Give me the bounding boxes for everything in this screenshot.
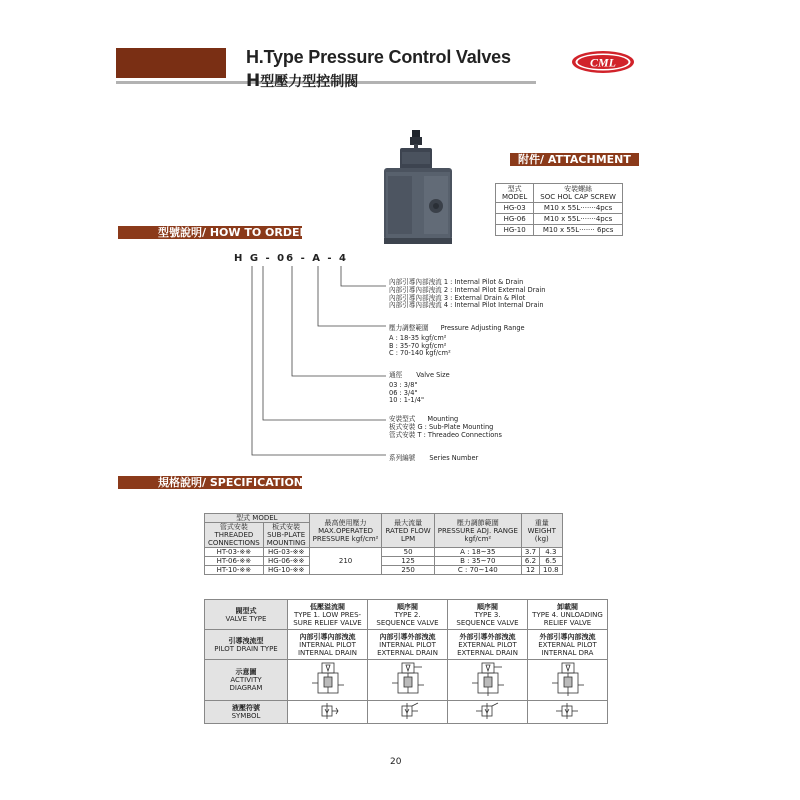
valve-photo — [378, 130, 464, 255]
hydraulic-symbol-icon — [394, 702, 422, 720]
t: TYPE 3. — [474, 610, 501, 619]
head-screw-en: SOC HOL CAP SCREW — [540, 193, 616, 201]
pressure-option: C : 70-140 kgf/cm² — [389, 349, 451, 358]
table-row — [496, 225, 623, 236]
series-number — [389, 455, 478, 463]
l: 示意圖 — [235, 668, 257, 676]
title-zh-prefix: H — [246, 71, 261, 91]
head-screw-zh: 安裝螺絲 — [564, 185, 593, 193]
mount-title-en: Mounting — [427, 415, 459, 423]
t: EXTERNAL PILOT — [458, 640, 517, 649]
l: DIAGRAM — [229, 684, 263, 692]
drain-option: 內部引導內部洩流 4 : Internal Pilot Internal Drain — [389, 301, 544, 310]
header-accent-bar — [116, 48, 226, 78]
cell: HT-03-※※ — [205, 548, 264, 557]
row-label-valve-type — [205, 600, 288, 630]
t: RELIEF VALVE — [543, 618, 592, 627]
cell: HT-06-※※ — [205, 557, 264, 566]
valve-diagram-icon — [308, 661, 348, 697]
size-options — [389, 372, 450, 405]
h: MOUNTING — [266, 539, 306, 547]
table-row — [496, 203, 623, 214]
h: THREADED — [214, 531, 254, 539]
cell: 125 — [382, 557, 434, 566]
t: INTERNAL PILOT — [299, 640, 356, 649]
cell: 250 — [382, 566, 434, 575]
t: 卸載閥 — [557, 602, 578, 611]
att-model: HG-03 — [496, 203, 534, 214]
valve-type-3 — [448, 600, 528, 630]
cell: A : 18~35 — [434, 548, 521, 557]
cell: 4.3 — [540, 548, 563, 557]
symbol-3 — [448, 701, 528, 724]
hydraulic-symbol-icon — [474, 702, 502, 720]
size-title-zh: 通徑 — [389, 371, 403, 379]
t: TYPE 2. — [394, 610, 421, 619]
cell: C : 70~140 — [434, 566, 521, 575]
att-model: HG-06 — [496, 214, 534, 225]
spec-head-flow — [382, 514, 434, 548]
table-row — [496, 214, 623, 225]
table-row — [205, 566, 563, 575]
h: MAX.OPERATED — [318, 526, 374, 535]
symbol-2 — [368, 701, 448, 724]
specifications-table — [204, 513, 563, 575]
mount-option: 板式安裝 G : Sub-Plate Mounting — [389, 422, 494, 431]
h: WEIGHT — [527, 526, 556, 535]
head-model-zh: 型式 — [507, 185, 522, 193]
cell: 6.5 — [540, 557, 563, 566]
t: 外部引導內部洩流 — [539, 632, 596, 641]
cell: 12 — [521, 566, 539, 575]
attachment-banner: 附件/ ATTACHMENT — [510, 153, 639, 166]
t: 外部引導外部洩流 — [459, 632, 516, 641]
attachment-head-model — [496, 184, 534, 203]
cell: HG-03-※※ — [263, 548, 309, 557]
valve-type-1 — [288, 600, 368, 630]
h: RATED FLOW — [385, 526, 431, 535]
h: PRESSURE kgf/cm² — [312, 534, 379, 543]
diagram-2 — [368, 660, 448, 701]
h: 最高使用壓力 — [324, 518, 367, 527]
size-title-en: Valve Size — [416, 371, 450, 379]
series-zh: 系列編號 — [389, 454, 416, 462]
diagram-1 — [288, 660, 368, 701]
pressure-title-zh: 壓力調整範圍 — [389, 324, 429, 332]
valve-diagram-icon — [468, 661, 508, 697]
symbol-1 — [288, 701, 368, 724]
max-pressure: 210 — [309, 548, 382, 575]
attachment-head-screw — [534, 184, 623, 203]
valve-type-2 — [368, 600, 448, 630]
cell: HG-10-※※ — [263, 566, 309, 575]
symbol-4 — [528, 701, 608, 724]
h: SUB-PLATE — [267, 531, 306, 539]
page-number: 20 — [390, 757, 402, 767]
pressure-option: B : 35-70 kgf/cm² — [389, 341, 447, 350]
specifications-banner: 規格說明/ SPECIFICATIONS — [118, 476, 302, 489]
h: (kg) — [534, 534, 549, 543]
l: 引導洩流型 — [228, 636, 264, 645]
mount-option: 管式安裝 T : Threadeo Connections — [389, 430, 502, 439]
size-option: 03 : 3/8" — [389, 380, 418, 389]
cml-logo — [571, 50, 635, 74]
spec-head-range — [434, 514, 521, 548]
drain-type-1 — [288, 630, 368, 660]
h: 最大流量 — [394, 518, 423, 527]
h: 管式安裝 — [219, 523, 248, 531]
spec-head-threaded — [205, 523, 264, 548]
h: 板式安裝 — [272, 523, 301, 531]
t: INTERNAL DRAIN — [297, 648, 358, 657]
t: EXTERNAL PILOT — [538, 640, 597, 649]
l: 閥型式 — [235, 606, 257, 615]
att-screw: M10 x 55L·······4pcs — [534, 203, 623, 214]
spec-head-weight — [521, 514, 562, 548]
cell: 50 — [382, 548, 434, 557]
att-screw: M10 x 55L·······4pcs — [534, 214, 623, 225]
l: ACTIVITY — [230, 676, 262, 684]
page-title: H.Type Pressure Control Valves — [246, 47, 511, 67]
t: 內部引導外部洩流 — [379, 632, 436, 641]
att-screw: M10 x 55L······· 6pcs — [534, 225, 623, 236]
title-zh-rest: 型壓力型控制閥 — [260, 74, 359, 90]
drain-option: 內部引導內部洩流 3 : External Drain & Pilot — [389, 293, 526, 302]
hydraulic-symbol-icon — [554, 702, 582, 720]
t: 順序閥 — [397, 602, 418, 611]
drain-option: 內部引導內部洩流 1 : Internal Pilot & Drain — [389, 278, 524, 286]
t: INTERNAL PILOT — [379, 640, 436, 649]
attachment-table — [495, 183, 623, 236]
order-code: H G - 06 - A - 4 — [234, 253, 349, 264]
size-option: 06 : 3/4" — [389, 388, 418, 397]
drain-type-2 — [368, 630, 448, 660]
drain-type-3 — [448, 630, 528, 660]
head-model-en: MODEL — [502, 193, 528, 201]
page-title-zh — [246, 71, 358, 91]
table-row — [205, 557, 563, 566]
pressure-options — [389, 325, 525, 358]
pressure-option: A : 18-35 kgf/cm² — [389, 333, 447, 342]
size-title — [389, 372, 450, 380]
t: 內部引導內部洩流 — [299, 632, 356, 641]
att-model: HG-10 — [496, 225, 534, 236]
valve-type-4 — [528, 600, 608, 630]
t: EXTERNAL DRAIN — [377, 648, 438, 657]
spec-head-model: 型式 MODEL — [205, 514, 310, 523]
mount-title-zh: 安裝型式 — [389, 415, 416, 423]
valve-diagram-icon — [548, 661, 588, 697]
drain-options — [389, 279, 545, 310]
size-option: 10 : 1-1/4" — [389, 396, 425, 405]
t: SURE RELIEF VALVE — [293, 618, 362, 627]
l: PILOT DRAIN TYPE — [214, 644, 278, 653]
hydraulic-symbol-icon — [314, 702, 342, 720]
row-label-drain-type — [205, 630, 288, 660]
pressure-title-en: Pressure Adjusting Range — [440, 324, 525, 332]
h: CONNECTIONS — [208, 539, 260, 547]
cell: HT-10-※※ — [205, 566, 264, 575]
cell: 10.8 — [540, 566, 563, 575]
h: 重量 — [534, 518, 549, 527]
l: SYMBOL — [231, 712, 261, 720]
t: 順序閥 — [477, 602, 498, 611]
h: PRESSURE ADJ. RANGE — [437, 526, 518, 535]
series-en: Series Number — [429, 454, 479, 462]
mounting-options — [389, 416, 502, 439]
h: kgf/cm² — [464, 534, 492, 543]
row-label-diagram — [205, 660, 288, 701]
spec-head-subplate — [263, 523, 309, 548]
how-to-order-banner: 型號說明/ HOW TO ORDER — [118, 226, 302, 239]
t: SEQUENCE VALVE — [376, 618, 439, 627]
logo-text: CML — [589, 55, 617, 70]
t: EXTERNAL DRAIN — [457, 648, 518, 657]
l: 液壓符號 — [232, 704, 260, 712]
spec-head-pressure — [309, 514, 382, 548]
t: INTERNAL DRA — [541, 648, 594, 657]
pressure-title — [389, 325, 525, 333]
order-leader-lines — [250, 262, 390, 462]
l: VALVE TYPE — [225, 614, 267, 623]
row-label-symbol — [205, 701, 288, 724]
drain-type-4 — [528, 630, 608, 660]
t: SEQUENCE VALVE — [456, 618, 519, 627]
cell: 6.2 — [521, 557, 539, 566]
drain-option: 內部引導內部洩流 2 : Internal Pilot External Drain — [389, 285, 546, 294]
valve-diagram-icon — [388, 661, 428, 697]
h: 壓力調節範圍 — [456, 518, 499, 527]
table-row — [205, 548, 563, 557]
cell: B : 35~70 — [434, 557, 521, 566]
t: TYPE 1. LOW PRES- — [293, 610, 362, 619]
cell: HG-06-※※ — [263, 557, 309, 566]
h: LPM — [401, 534, 416, 543]
valve-type-table — [204, 599, 608, 724]
diagram-4 — [528, 660, 608, 701]
t: 低壓溢流閥 — [310, 602, 345, 611]
cell: 3.7 — [521, 548, 539, 557]
t: TYPE 4. UNLOADING — [532, 610, 603, 619]
diagram-3 — [448, 660, 528, 701]
